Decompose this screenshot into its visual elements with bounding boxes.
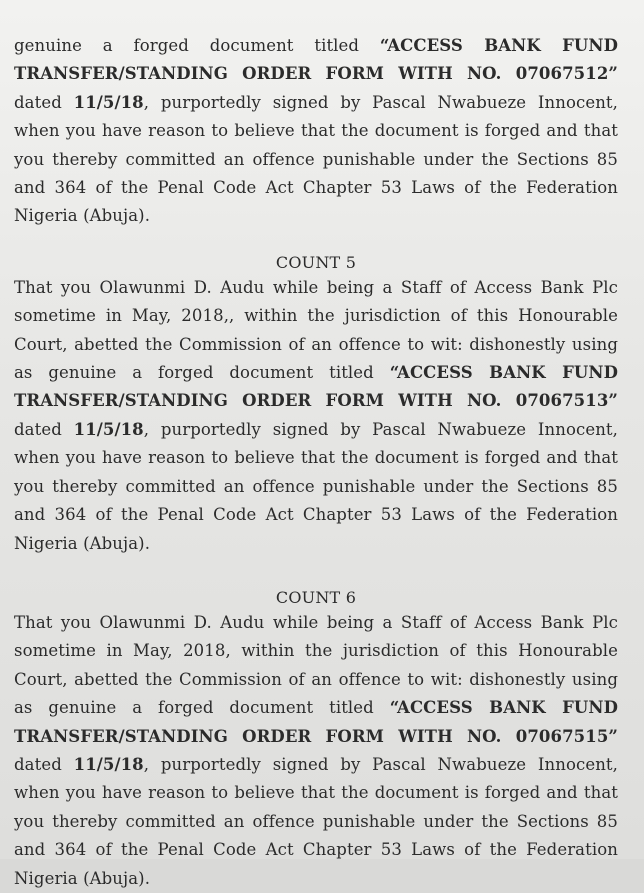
paragraph-text: dated bbox=[14, 92, 74, 112]
document-date-bold: 11/5/18 bbox=[73, 92, 144, 112]
document-title-bold: “ACCESS BANK FUND TRANSFER/STANDING ORDER FORM WITH NO. 07067512” bbox=[14, 36, 618, 84]
paragraph-text: genuine a forged document titled bbox=[14, 36, 380, 55]
document-title-bold: “ACCESS BANK FUND TRANSFER/STANDING ORDER FORM WITH NO. 07067515” bbox=[14, 698, 619, 746]
count5-heading: COUNT 5 bbox=[275, 252, 357, 272]
paragraph-text: dated bbox=[14, 419, 74, 439]
document-title-bold: “ACCESS BANK FUND TRANSFER/STANDING ORDER FORM WITH NO. 07067513” bbox=[14, 363, 619, 411]
paragraph-text: dated bbox=[14, 754, 74, 774]
document-date-bold: 11/5/18 bbox=[73, 419, 144, 439]
paragraph-text: That you Olawunmi D. Audu while being a Staff of Access Bank Plc sometime in May, 2018, within the jurisdiction of this Honourable Court, abetted the Commission of an offence to wit: dishonestly using as genuine a forged document titled bbox=[14, 612, 618, 718]
paragraph-count5 bbox=[14, 274, 618, 558]
count6-heading: COUNT 6 bbox=[275, 587, 357, 607]
paragraph-text: That you Olawunmi D. Audu while being a Staff of Access Bank Plc sometime in May, 2018,, within the jurisdiction of this Honourable Court, abetted the Commission of an offence to wit: dishonestly using as genuine a forged document titled bbox=[14, 277, 618, 383]
document-date-bold: 11/5/18 bbox=[73, 754, 144, 774]
paragraph-text: , purportedly signed by Pascal Nwabueze Innocent, when you have reason to believe that the document is forged and that you thereby committed an offence punishable under the Sections 85 and 364 of the Penal Code Act Chapter 53 Laws of the Federation Nigeria (Abuja). bbox=[14, 754, 618, 888]
paragraph-count6 bbox=[14, 609, 618, 893]
paragraph-text: , purportedly signed by Pascal Nwabueze Innocent, when you have reason to believe that the document is forged and that you thereby committed an offence punishable under the Sections 85 and 364 of the Penal Code Act Chapter 53 Laws of the Federation Nigeria (Abuja). bbox=[14, 92, 618, 226]
paragraph-count4-continuation bbox=[14, 32, 618, 231]
paragraph-text: , purportedly signed by Pascal Nwabueze Innocent, when you have reason to believe that the document is forged and that you thereby committed an offence punishable under the Sections 85 and 364 of the Penal Code Act Chapter 53 Laws of the Federation Nigeria (Abuja). bbox=[14, 419, 618, 553]
